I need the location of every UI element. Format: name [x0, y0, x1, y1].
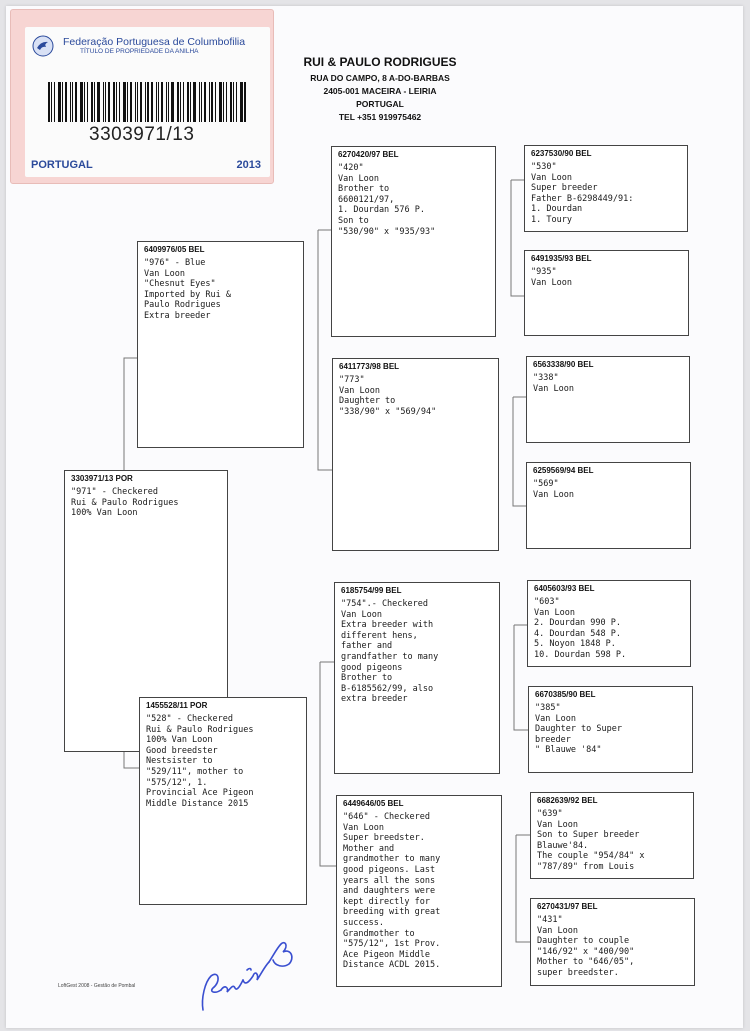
owner-postcode: 2405-001 MACEIRA - LEIRIA: [323, 86, 437, 96]
pigeon-description: "420" Van Loon Brother to 6600121/97, 1. Dourdan 576 P. Son to "530/90" x "935/93": [338, 163, 436, 237]
pigeon-card-ddd: [530, 898, 695, 986]
ring-id: 6270420/97 BEL: [338, 150, 399, 159]
owner-name: RUI & PAULO RODRIGUES: [303, 55, 457, 69]
pigeon-card-sire-dam: [332, 358, 499, 551]
owner-header: [280, 55, 480, 124]
ring-ownership-label: [10, 9, 274, 184]
pigeon-description: "976" - Blue Van Loon "Chesnut Eyes" Imported by Rui & Paulo Rodrigues Extra breeder: [144, 258, 231, 321]
federation-subtitle: TÍTULO DE PROPRIEDADE DA ANILHA: [80, 48, 199, 55]
pigeon-description: "754".- Checkered Van Loon Extra breeder with different hens, father and grandfather to many good pigeons Brother to B-6185562/99, also extra breeder: [341, 599, 439, 705]
pigeon-card-dsd: [528, 686, 693, 773]
ring-id: 6237530/90 BEL: [531, 149, 592, 158]
label-year: 2013: [236, 159, 261, 171]
pigeon-description: "639" Van Loon Son to Super breeder Blauwe'84. The couple "954/84" x "787/89" from Louis: [537, 809, 645, 872]
ring-id: 6449646/05 BEL: [343, 799, 404, 808]
ring-id: 6682639/92 BEL: [537, 796, 598, 805]
pigeon-description: "773" Van Loon Daughter to "338/90" x "569/94": [339, 375, 437, 417]
federation-logo-icon: [32, 35, 54, 57]
pigeon-description: "338" Van Loon: [533, 373, 574, 394]
federation-name: Federação Portuguesa de Columbofilia: [63, 36, 246, 48]
pigeon-description: "528" - Checkered Rui & Paulo Rodrigues 100% Van Loon Good breedster Nestsister to "529/11", mother to "575/12", 1. Provincial Ace Pigeon Middle Distance 2015: [146, 714, 254, 809]
pigeon-description: "530" Van Loon Super breeder Father B-6298449/91: 1. Dourdan 1. Toury: [531, 162, 634, 225]
ring-id: 6259569/94 BEL: [533, 466, 594, 475]
owner-address: RUA DO CAMPO, 8 A-DO-BARBAS: [310, 73, 450, 83]
pigeon-card-sss: [524, 145, 688, 232]
ring-id: 6411773/98 BEL: [339, 362, 400, 371]
pigeon-card-sdd: [526, 462, 691, 549]
pigeon-description: "603" Van Loon 2. Dourdan 990 P. 4. Dourdan 548 P. 5. Noyon 1848 P. 10. Dourdan 598 P.: [534, 597, 627, 660]
barcode: [48, 82, 248, 122]
owner-phone: TEL +351 919975462: [338, 112, 422, 122]
pigeon-card-dam: [139, 697, 307, 905]
ring-id: 6563338/90 BEL: [533, 360, 594, 369]
ring-id: 6270431/97 BEL: [537, 902, 598, 911]
pigeon-card-sire-sire: [331, 146, 496, 337]
pigeon-description: "971" - Checkered Rui & Paulo Rodrigues 100% Van Loon: [71, 487, 179, 519]
handwritten-signature: [185, 918, 305, 1013]
pigeon-card-sds: [526, 356, 690, 443]
ring-id: 3303971/13 POR: [71, 474, 133, 483]
ring-id: 6491935/93 BEL: [531, 254, 592, 263]
ring-id: 1455528/11 POR: [146, 701, 208, 710]
ring-id: 6405603/93 BEL: [534, 584, 595, 593]
pigeon-description: "385" Van Loon Daughter to Super breeder " Blauwe '84": [535, 703, 622, 756]
pigeon-description: "935" Van Loon: [531, 267, 572, 288]
label-country: PORTUGAL: [31, 159, 93, 171]
pigeon-card-dam-dam: [336, 795, 502, 987]
owner-country: PORTUGAL: [356, 99, 404, 109]
ring-number: 3303971/13: [89, 124, 195, 145]
pigeon-card-dss: [527, 580, 691, 667]
pigeon-description: "569" Van Loon: [533, 479, 574, 500]
pigeon-card-dds: [530, 792, 694, 879]
ring-id: 6185754/99 BEL: [341, 586, 402, 595]
ring-ownership-label-inner: [25, 27, 270, 177]
pigeon-card-ssd: [524, 250, 689, 336]
pigeon-card-sire: [137, 241, 304, 448]
pigeon-description: "431" Van Loon Daughter to couple "146/92" x "400/90" Mother to "646/05", super breedster.: [537, 915, 635, 978]
software-footer: LoftGest 2008 - Gestão de Pombal: [58, 983, 136, 989]
pigeon-description: "646" - Checkered Van Loon Super breedster. Mother and grandmother to many good pigeons. Last years all the sons and daughters were kept directly for breeding with great success. Grandmother to "575/12", 1st Prov. Ace Pigeon Middle Distance ACDL 2015.: [343, 812, 441, 971]
ring-id: 6409976/05 BEL: [144, 245, 205, 254]
ring-id: 6670385/90 BEL: [535, 690, 596, 699]
pigeon-card-dam-sire: [334, 582, 500, 774]
